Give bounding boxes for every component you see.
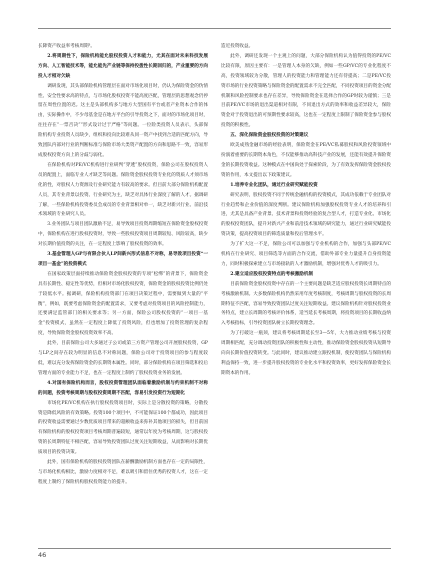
right-column bbox=[221, 42, 391, 542]
paragraph: 调研发现，其头部保险机构管理层在面对市场化项目时，仍认为保险资金的伪情性、安全性要求高的特点，与市场化股权投资不能高度匹配，管理层的思想观念仍停留在周性位置的迟。这主是头部机构多与地方大型国有平台或者产业资本合作的体由，实际操作中，不少母基金是在地方平台的引导投资之下，面对的市场化项目时，往往存在“一票否决”“形式设计过于严格”等问题。一位险类投资人员表示，头部保险机构专业投资人员缺少，组织和投向比较难从同一资产中找到合适的匹配方向，导致团队内部对行业的判断标准与保险市场大类资产配置的方向和思路不一致，容易形成股权投资方向上的分歧与弱化。 bbox=[38, 83, 208, 158]
section-heading: 4.对国有保险机构而言，股权投资管理团队面临着激励机制与约束机制不对称的问题，投资考核周期与股权投资周期不匹配，容易引发投资行为短期化 bbox=[38, 380, 208, 396]
paragraph: 目前保险资金股权投资中存在的一个主要问题是缺乏适应股权投资长周期特点的考核激励机制。大多数保险机构仍然采用年度考核制度，考核周期与股权投资的长周期特征不匹配，容易导致投资团队过度关注短期收益。建议保险机构针对股权投资业务特点，建立长周期的考核评价体系，适当延长考核周期，将投资项目的长期收益纳入考核指标，引导投资团队树立长期投资理念。 bbox=[221, 281, 391, 327]
article-body bbox=[38, 42, 391, 542]
paragraph: 此外，调研还发现一个主观上的问题，大部分保险机构认为值得投资的PE/VC比较有限，原因主要有：一是管理人本身的欠缺，例如一些GP/VC的专业化程度不高，投资领域较为分散，管理人的投资能力和管理能力还有待提高；二是PE/VC投资市场的行业投资策略与保险资金的配置需求不完全匹配，不同投资项目的资金分配机制和风险控制要求也存在差异，导致保险资金在选择合作的GP时较为谨慎；三是目前PE/VC市场的退出渠道相对有限，不同退出方式的效率和收益差异较大，保险资金对于投资退出的可预期性要求较高，这也在一定程度上限制了保险资金参与股权投资的积极性。 bbox=[221, 53, 391, 129]
footer-rule bbox=[38, 548, 391, 549]
paragraph: 在保险机构对PE/VC机构进行业研判“穿透”股权投资，保险公司在股权投资人员的配置上，面临专业人才缺乏等问题。保险资金股权投资专业化的资质人才须市场化的性，对股权人力资源及行业研究能力有较高的要求。但目前大部分保险机构配置人员，其专业背景以投资、行业研究为主，缺乏对具体行业深度了解的人才。据调研了解，一些保险机构投资委员会成员的专业背景相对单一，缺乏对新兴行业、前沿技术领域的专业研究人员。 bbox=[38, 162, 208, 218]
paragraph: 此外，目前保险公司大多通过子公司或第三方资产管理公司开展股权投资，GP与LP之间存在较为明显的信息不对称问题，保险公司对于投资项目的参与程度较低，难以充分发挥保险资金的长期资本属性。同时，部分保险机构在项目筛选和投后管理方面的专业能力不足，也在一定程度上制约了股权投资业务的发展。 bbox=[38, 341, 208, 376]
paragraph: 研究表明，股权投资不同于传统金融机构的投资模式，其成功依赖于专业团队对行业趋势和企业价值的深度判断。建议保险机构加强股权投资专业人才的培养和引进，尤其是具备产业背景、技术背景和投资经验的复合型人才，打造专业化、市场化的股权投资团队，提升对新兴产业和前沿技术领域的研究能力，通过行业研究赋能投资决策，提高投资项目的筛选质量和投后管理水平。 bbox=[221, 192, 391, 238]
section-heading: 3.基金管理人GP与有限合伙人LP间新兴形式信息不对称，易导致项目投资“一项目一基金”的投资模式 bbox=[38, 252, 208, 267]
paragraph: 为了扩大这一不足，保险公司可以加强与专业机构的合作，加强与头部PE/VC机构在行业研究、项目筛选等方面的合作交流，借助外部专业力量提升自身投资能力，同时积极探索建立与市场接轨的人才激励机制，增强对优秀人才的吸引力。 bbox=[221, 242, 391, 267]
section-heading: 五、深化保险资金股权投资的对策建议 bbox=[230, 133, 309, 139]
section-heading: 1.培养专业化团队，通过行业研究赋能投资 bbox=[230, 182, 318, 188]
paragraph: 为了打破这一瓶颈，建议将考核周期延长至3—5年，大力推动业绩考核与投资周期相匹配，充分调动投资团队的积极性和主动性，推动保险资金股权投资从短期导向向长期价值投资转变。与此同时，建议推动建立跟投机制，使投资团队与保险机构利益保持一致，进一步提升股权投资的专业化水平和投资效率，更好发挥保险资金长期资本的作用。 bbox=[221, 331, 391, 376]
header-rule bbox=[38, 28, 391, 29]
paragraph: 市场化PE/VC机构在执行股权投资项目时，实际上是分散投资的策略，分散投资是降低风险的有效策略。投资100个项目中，不可能保证100个都成功，因此项目的投资收益需要通过少数优质项目带来的超额收益来弥补其他项目的损失，但目前国有保险机构的股权投资项目考核周期普遍较短，通常以年度为考核周期，这与股权投资的长周期特征不相匹配，容易导致投资团队过度关注短期收益，从而影响对长期优质项目的投资决策。 bbox=[38, 400, 208, 456]
left-column bbox=[38, 42, 208, 542]
paragraph: 在国家政策层面持续推动保险资金股权投资的专项“松绑”的背景下，保险资金具有长期性、稳定性等优势，但相对市场化股权投资，保险资金的股权投资比例仍处于较低水平。据调研，保险机构投资部门在项目决策过程中，需要做到大量的“平衡”，例如，既要考虑保险资金的配置需求，又要考虑对投资项目的风险控制能力，还要满足监管部门的相关要求等；另一方面，保险公司股权投资的“一项目一基金”投资模式，虽然在一定程度上降低了投资风险，但也增加了投资管理的复杂程度，导致保险资金股权投资效率不高。 bbox=[38, 271, 208, 337]
paragraph: 3.业务团队与项目团队激励不足，易导致项目投资周期缩短在保险资金股权投资中，保险机构在进行股权投资时，导致一些股权投资项目周期较短、风险较高，缺少对长期价值投资的关注，在一定程度上影响了股权投资的效率。 bbox=[38, 222, 208, 248]
paragraph-continuation: 造近投资收益。 bbox=[221, 44, 254, 49]
section-heading: 2.建立适应股权投资特点的考核激励机制 bbox=[230, 271, 314, 277]
paragraph: 此外，国有保险机构的股权投资团队在薪酬激励机制方面也存在一定的局限性，与市场化机构相比，激励力度相对不足，难以吸引和留住优秀的投资人才，这在一定程度上制约了保险机构股权投资能力的提升。 bbox=[38, 460, 208, 485]
paragraph: 欧美成熟金融市场的经验表明，保险资金在PE/VC私募股权和风险投资领域中扮演着重要的长期资本角色，不仅能够推动高科技产业的发展，还能有效提升保险资金的长期投资收益。这种模式在中国尚处于探索阶段，为了有效发挥保险资金股权投资的作用，本文提出以下政策建议。 bbox=[221, 143, 391, 178]
section-heading: 2.将周期性下，保险机构能允股权投资人才和能力，尤其在面对未来科技发展方向、人工智能技术等，能允能先产业链等保持投拨性长期回归的，产业重要的方向投人才相对欠缺 bbox=[38, 53, 208, 79]
page-number: 46 bbox=[38, 551, 47, 559]
paragraph-continuation: 长降资产收益率考核周期³。 bbox=[38, 44, 95, 49]
